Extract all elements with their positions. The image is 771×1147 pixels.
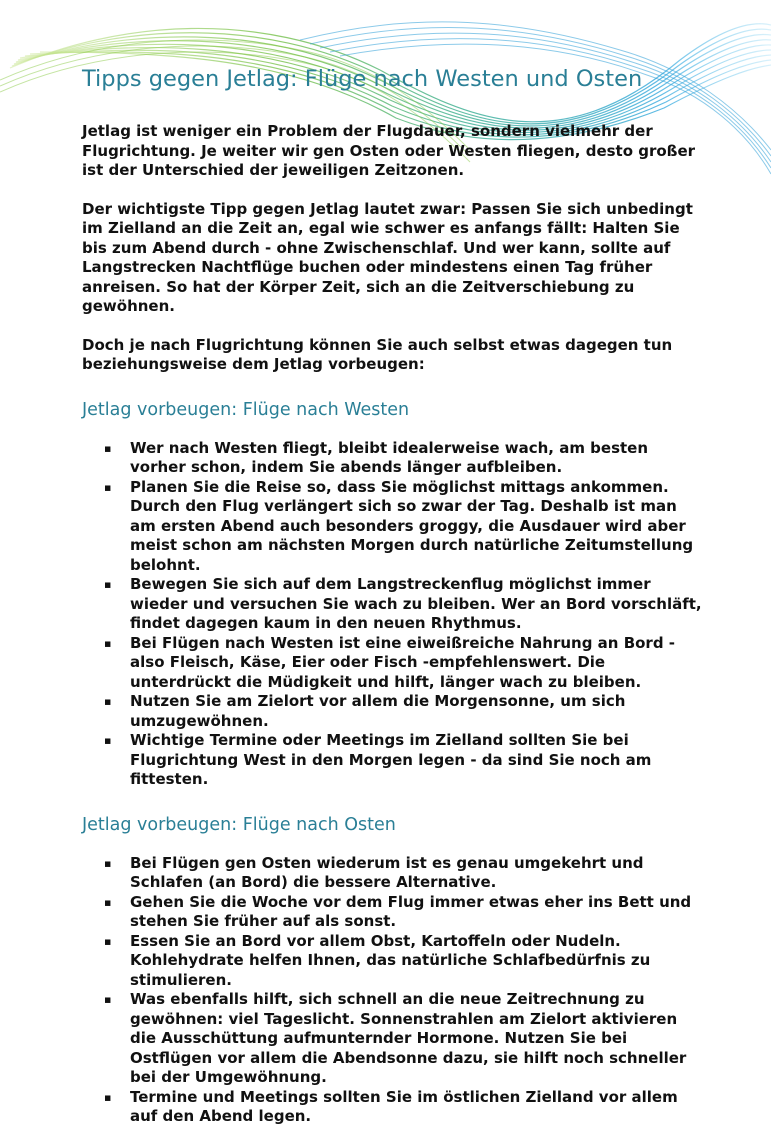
bullet-icon: ▪: [104, 895, 112, 909]
bullet-icon: ▪: [104, 441, 112, 455]
page-title: Tipps gegen Jetlag: Flüge nach Westen und Osten: [82, 66, 643, 92]
intro-paragraph-3: Doch je nach Flugrichtung können Sie auch selbst etwas dagegen tun beziehungsweise dem Jetlag vorbeugen:: [82, 335, 673, 373]
bullet-icon: ▪: [104, 636, 112, 650]
section-heading-west: Jetlag vorbeugen: Flüge nach Westen: [82, 399, 410, 420]
list-item: ▪ Essen Sie an Bord vor allem Obst, Kartoffeln oder Nudeln. Kohlehydrate helfen Ihnen, das natürliche Schlafbedürfnis zu stimulieren.: [104, 931, 651, 989]
document-body: [82, 64, 702, 1147]
bullet-icon: ▪: [104, 578, 112, 591]
intro-paragraph-2: Der wichtigste Tipp gegen Jetlag lautet zwar: Passen Sie sich unbedingt im Zielland an die Zeit an, egal wie schwer es anfangs fällt: Halten Sie bis zum Abend durch - ohne Zwischenschlaf. Und wer kann, sollte auf Langstrecken Nachtflüge buchen oder mindestens einen Tag früher anreisen. So hat der Körper Zeit, sich an die Zeitverschiebung zu gewöhnen.: [82, 199, 693, 315]
list-item: ▪ Wer nach Westen fliegt, bleibt idealerweise wach, am besten vorher schon, indem Sie abends länger aufbleiben.: [104, 438, 649, 476]
list-item: ▪ Planen Sie die Reise so, dass Sie möglichst mittags ankommen. Durch den Flug verlängert sich so zwar der Tag. Deshalb ist man am ersten Abend auch besonders groggy, die Ausdauer wird aber meist schon am nächsten Morgen durch natürliche Zeitumstellung belohnt.: [104, 477, 694, 574]
list-item: ▪ Bewegen Sie sich auf dem Langstreckenflug möglichst immer wieder und versuchen Sie wach zu bleiben. Wer an Bord vorschläft, findet dagegen kaum in den neuen Rhythmus.: [104, 575, 702, 632]
list-item: ▪ Was ebenfalls hilft, sich schnell an die neue Zeitrechnung zu gewöhnen: viel Tageslicht. Sonnenstrahlen am Zielort aktivieren die Ausschüttung aufmunternder Hormone. Nutzen Sie bei Ostflügen vor allem die Abendsonne dazu, sie hilft noch schneller bei der Umgewöhnung.: [104, 990, 687, 1086]
west-tips-list: [82, 439, 702, 790]
list-item: ▪ Gehen Sie die Woche vor dem Flug immer etwas eher ins Bett und stehen Sie früher auf als sonst.: [104, 892, 692, 930]
bullet-icon: ▪: [104, 993, 112, 1006]
bullet-icon: ▪: [104, 934, 112, 948]
east-tips-list: [82, 854, 702, 1127]
intro-paragraph-1: Jetlag ist weniger ein Problem der Flugdauer, sondern vielmehr der Flugrichtung. Je weiter wir gen Osten oder Westen fliegen, desto großer ist der Unterschied der jeweiligen Zeitzonen.: [82, 122, 696, 179]
list-item: ▪ Bei Flügen gen Osten wiederum ist es genau umgekehrt und Schlafen (an Bord) die bessere Alternative.: [104, 853, 644, 891]
section-heading-east: Jetlag vorbeugen: Flüge nach Osten: [82, 814, 396, 835]
list-item: ▪ Nutzen Sie am Zielort vor allem die Morgensonne, um sich umzugewöhnen.: [104, 692, 626, 730]
list-item: ▪ Wichtige Termine oder Meetings im Zielland sollten Sie bei Flugrichtung West in den Morgen legen - da sind Sie noch am fittesten.: [104, 731, 652, 788]
list-item: ▪ Termine und Meetings sollten Sie im östlichen Zielland vor allem auf den Abend legen.: [104, 1087, 678, 1125]
list-item: ▪ Bei Flügen nach Westen ist eine eiweißreiche Nahrung an Bord - also Fleisch, Käse, Eier oder Fisch -empfehlenswert. Die unterdrückt die Müdigkeit und hilft, länger wach zu bleiben.: [104, 633, 676, 691]
bullet-icon: ▪: [104, 734, 112, 747]
bullet-icon: ▪: [104, 695, 112, 708]
bullet-icon: ▪: [104, 1090, 112, 1104]
bullet-icon: ▪: [104, 856, 112, 870]
bullet-icon: ▪: [104, 480, 112, 494]
